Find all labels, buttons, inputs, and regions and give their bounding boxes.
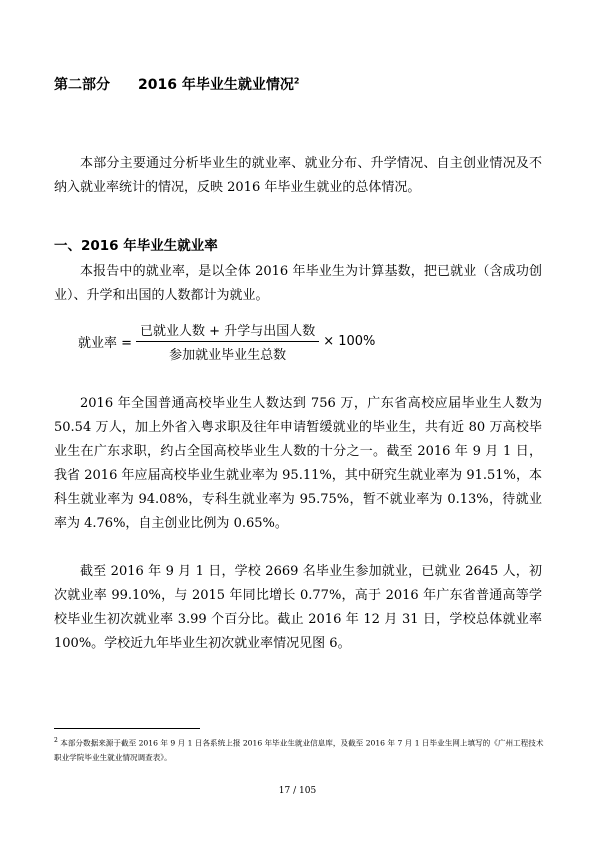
- section-title-text: 2016 年毕业生就业情况: [138, 77, 294, 93]
- footnote-divider: [54, 728, 200, 729]
- section-part-label: 第二部分: [54, 77, 110, 93]
- formula-numerator: 已就业人数 + 升学与出国人数: [136, 320, 319, 342]
- formula-multiplier: × 100%: [323, 334, 376, 349]
- footnote: [54, 734, 544, 765]
- intro-paragraph: 本部分主要通过分析毕业生的就业率、就业分布、升学情况、自主创业情况及不纳入就业率统计的情况，反映 2016 年毕业生就业的总体情况。: [54, 156, 542, 195]
- definition-paragraph: 本报告中的就业率，是以全体 2016 年毕业生为计算基数，把已就业（含成功创业）、升学和出国的人数都计为就业。: [54, 264, 542, 303]
- footnote-text: 本部分数据来源于截至 2016 年 9 月 1 日各系统上报 2016 年毕业生就业信息库，及截至 2016 年 7 月 1 日毕业生网上填写的《广州工程技术职业学院毕业生就业情况调查表》。: [54, 738, 544, 762]
- section-title: [54, 74, 299, 94]
- footnote-mark: 2: [54, 737, 58, 744]
- footnote-reference[interactable]: 2: [293, 76, 300, 86]
- school-stats-paragraph: 截至 2016 年 9 月 1 日，学校 2669 名毕业生参加就业，已就业 2645 人，初次就业率 99.10%，与 2015 年同比增长 0.77%，高于 2016 年广东省普通高等学校毕业生初次就业率 3.99 个百分比。截止 2016 年 12 月 31 日，学校总体就业率 100%。学校近九年毕业生初次就业率情况见图 6。: [54, 564, 542, 651]
- formula-lhs: 就业率 =: [78, 336, 133, 351]
- formula-denominator: 参加就业毕业生总数: [169, 348, 287, 363]
- page-number: 17 / 105: [278, 786, 317, 796]
- provincial-stats-paragraph: 2016 年全国普通高校毕业生人数达到 756 万，广东省高校应届毕业生人数为 50.54 万人，加上外省入粤求职及往年申请暂缓就业的毕业生，共有近 80 万高校毕业生在广东求职，约占全国高校毕业生人数的十分之一。截至 2016 年 9 月 1 日，我省 2016 年应届高校毕业生就业率为 95.11%，其中研究生就业率为 91.51%，本科生就业率为 94.08%，专科生就业率为 95.75%，暂不就业率为 0.13%，待就业率为 4.76%，自主创业比例为 0.65%。: [54, 396, 542, 531]
- heading-employment-rate: 一、2016 年毕业生就业率: [54, 238, 218, 254]
- formula-fraction: [136, 320, 319, 363]
- employment-rate-formula: [78, 320, 375, 363]
